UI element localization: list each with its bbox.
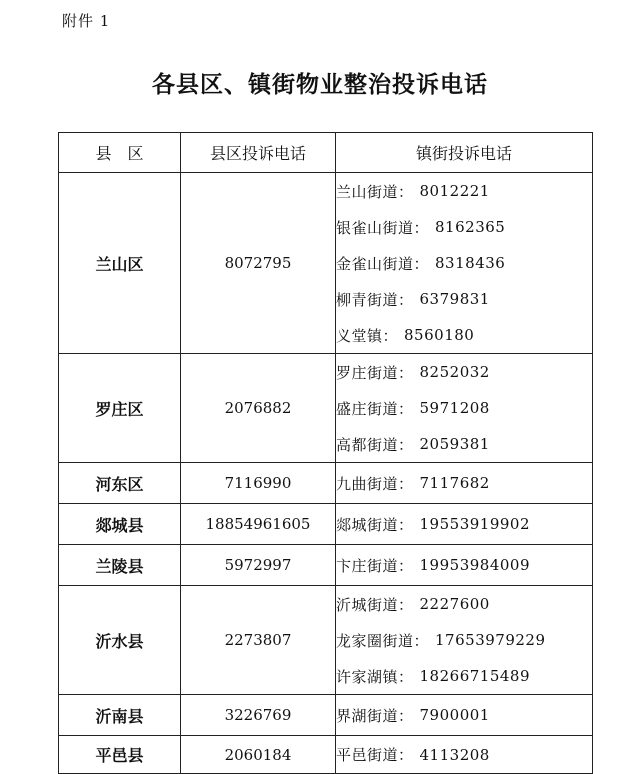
- town-phone: 8012221: [419, 182, 490, 200]
- town-phone: 8560180: [404, 326, 475, 344]
- town-name: 卞庄街道：: [336, 556, 414, 575]
- town-phone: 5971208: [419, 399, 490, 417]
- town-phone-list: [336, 463, 593, 504]
- table-row: [59, 736, 593, 774]
- county-phone: 8072795: [181, 173, 336, 354]
- table-row: [59, 463, 593, 504]
- town-name: 金雀山街道：: [336, 254, 430, 273]
- table-row: [59, 504, 593, 545]
- county-phone: 2076882: [181, 354, 336, 463]
- town-phone-list: [336, 695, 593, 736]
- town-phone-entry: [336, 586, 592, 622]
- town-phone: 8252032: [419, 363, 490, 381]
- county-name: 兰山区: [59, 173, 181, 354]
- town-name: 罗庄街道：: [336, 363, 414, 382]
- table-row: [59, 586, 593, 695]
- town-name: 高都街道：: [336, 435, 414, 454]
- town-phone-list: [336, 504, 593, 545]
- town-name: 平邑街道：: [336, 746, 414, 764]
- town-phone: 19953984009: [419, 556, 530, 574]
- town-phone: 8162365: [435, 218, 506, 236]
- town-phone: 4113208: [419, 745, 490, 764]
- county-name: 郯城县: [59, 504, 181, 545]
- town-phone-entry: [336, 464, 592, 503]
- county-phone: 5972997: [181, 545, 336, 586]
- town-phone-entry: [336, 281, 592, 317]
- table-row: [59, 173, 593, 354]
- town-name: 沂城街道：: [336, 595, 414, 614]
- county-name: 平邑县: [59, 736, 181, 774]
- town-phone-entry: [336, 209, 592, 245]
- county-phone: 18854961605: [181, 504, 336, 545]
- town-phone: 6379831: [419, 290, 490, 308]
- town-phone-entry: [336, 245, 592, 281]
- town-name: 兰山街道：: [336, 182, 414, 201]
- town-name: 龙家圈街道：: [336, 631, 430, 650]
- town-phone-entry: [336, 737, 592, 773]
- header-county-phone: 县区投诉电话: [181, 133, 336, 173]
- town-phone-entry: [336, 390, 592, 426]
- town-phone: 7900001: [419, 706, 490, 724]
- town-phone-entry: [336, 173, 592, 209]
- town-phone-entry: [336, 426, 592, 462]
- town-phone: 19553919902: [419, 515, 530, 533]
- town-name: 许家湖镇：: [336, 667, 414, 686]
- county-name: 沂水县: [59, 586, 181, 695]
- county-phone: 7116990: [181, 463, 336, 504]
- county-name: 沂南县: [59, 695, 181, 736]
- town-name: 义堂镇：: [336, 326, 399, 345]
- town-name: 银雀山街道：: [336, 218, 430, 237]
- town-phone: 17653979229: [435, 631, 546, 649]
- town-phone: 18266715489: [419, 667, 530, 685]
- attachment-label: 附件 1: [62, 12, 111, 30]
- town-name: 郯城街道：: [336, 515, 414, 534]
- town-phone-entry: [336, 622, 592, 658]
- town-phone-list: [336, 586, 593, 695]
- town-phone-entry: [336, 696, 592, 735]
- header-county: 县 区: [59, 133, 181, 173]
- county-phone: 2060184: [181, 736, 336, 774]
- county-phone: 3226769: [181, 695, 336, 736]
- county-name: 河东区: [59, 463, 181, 504]
- county-name: 罗庄区: [59, 354, 181, 463]
- town-phone-list: [336, 354, 593, 463]
- town-phone: 2059381: [419, 435, 490, 453]
- header-town-phone: 镇街投诉电话: [336, 133, 593, 173]
- table-row: [59, 354, 593, 463]
- town-phone: 2227600: [419, 595, 490, 613]
- county-name: 兰陵县: [59, 545, 181, 586]
- town-phone-entry: [336, 317, 592, 353]
- town-phone: 8318436: [435, 254, 506, 272]
- table-body: [59, 173, 593, 774]
- town-phone: 7117682: [419, 474, 490, 492]
- town-phone-list: [336, 545, 593, 586]
- town-phone-entry: [336, 546, 592, 585]
- town-phone-list: [336, 173, 593, 354]
- document-title: 各县区、镇街物业整治投诉电话: [152, 71, 488, 98]
- table-row: [59, 545, 593, 586]
- town-phone-entry: [336, 505, 592, 544]
- town-name: 柳青街道：: [336, 290, 414, 309]
- table-header-row: [59, 133, 593, 173]
- town-name: 盛庄街道：: [336, 399, 414, 418]
- town-name: 界湖街道：: [336, 706, 414, 725]
- town-phone-entry: [336, 658, 592, 694]
- county-phone: 2273807: [181, 586, 336, 695]
- town-name: 九曲街道：: [336, 474, 414, 493]
- complaint-phone-table: [58, 132, 593, 774]
- town-phone-entry: [336, 354, 592, 390]
- town-phone-list: [336, 736, 593, 774]
- table-row: [59, 695, 593, 736]
